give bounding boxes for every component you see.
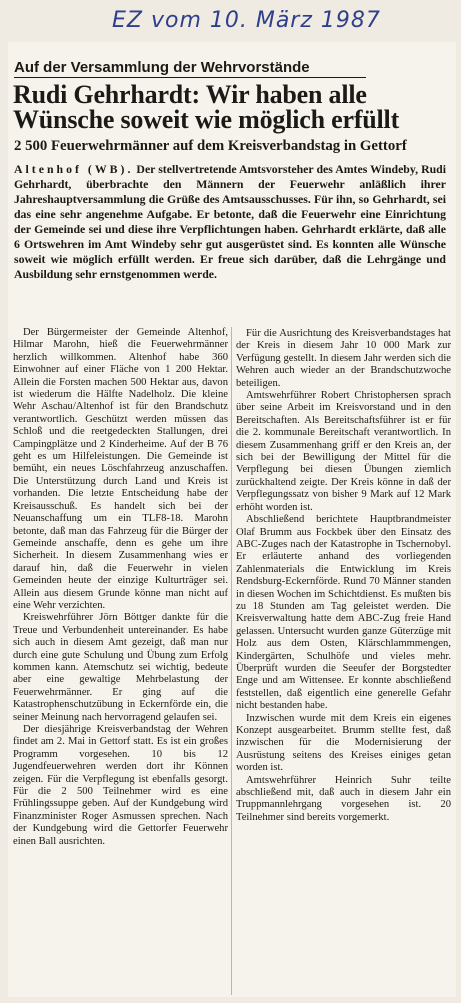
- article-lead: [14, 162, 446, 282]
- article-paragraph: Abschließend berichtete Hauptbrandmeister Olaf Brumm aus Fockbek über den Einsatz des ABC-Zuges nach der Katastrophe in Tschernobyl. Er erläuterte anhand des vorliegenden Zahlenmaterials die Entwicklung im Kreis Rendsburg-Eckernförde. Rund 70 Männer standen in diesen Wochen im Schichtdienst. Es mußten bis zu 18 Stunden am Tag geleistet werden. Die Kreisverwaltung hatte dem ABC-Zug freie Hand gelassen. Untersucht wurden ganze Güterzüge mit Holz aus dem Osten, Klärschlammmengen, Kindergärten, Schulhöfe und vieles mehr. Überprüft wurden die Seeufer der Borgstedter Enge und am Wittensee. Er konnte abschließend feststellen, daß eigentlich eine generelle Gefahr nicht bestanden habe.: [236, 514, 451, 712]
- article-paragraph: Für die Ausrichtung des Kreisverbandstages hat der Kreis in diesem Jahr 10 000 Mark zur Verfügung gestellt. In diesem Jahr werden sich die Wehren auch wieder an der Brandschutzwoche beteiligen.: [236, 328, 451, 389]
- article-lead-text: Der stellvertretende Amtsvorsteher des Amtes Windeby, Rudi Gehrhardt, überbrachte den Männern der Feuerwehr anläßlich ihrer Jahreshauptversammlung die Grüße des Amtsausschusses. Für ihn, so Gehrhardt, sei das eine sehr angenehme Aufgabe. Er betonte, daß die Feuerwehr eine Einrichtung der Gemeinde sei und diese ihre Verpflichtungen haben. Gehrhardt erklärte, daß alle 6 Ortswehren im Amt Windeby sehr gut ausgerüstet sind. Es konnten alle Wünsche soweit wie möglich erfüllt werden. Er freue sich darüber, daß die Lehrgänge und Ausbildung sehr ernstgenommen werde.: [14, 162, 446, 281]
- article-paragraph: Der diesjährige Kreisverbandstag der Wehren findet am 2. Mai in Gettorf statt. Es ist ein großes Programm vorgesehen. 10 bis 12 Jugendfeuerwehren werden dort ihr Können zeigen. Für die Verpflegung ist ebenfalls gesorgt. Für die 2 500 Teilnehmer wird es eine Frühlingssuppe geben. Auf der Kundgebung wird Finanzminister Roger Asmussen sprechen. Nach der Kundgebung wird die Gettorfer Feuerwehr einen Ball ausrichten.: [13, 724, 228, 847]
- handwritten-source-note: EZ vom 10. März 1987: [112, 8, 381, 33]
- article-paragraph: Inzwischen wurde mit dem Kreis ein eigenes Konzept ausgearbeitet. Brumm stellte fest, daß inzwischen für die Modernisierung der Ausrüstung seitens des Kreises einiges getan worden ist.: [236, 712, 451, 774]
- article-kicker: Auf der Versammlung der Wehrvorstände: [14, 59, 366, 78]
- column-divider: [231, 327, 232, 995]
- article-paragraph: Amtswehrführer Robert Christophersen sprach über seine Arbeit im Kreisvorstand und in den Bereitschaften. Als Bereitschaftsführer ist er für die 2. kommunale Bereitschaft verantwortlich. In diesem Zusammenhang griff er den Kreis an, der sich bei der Bewilligung der Mittel für die Verpflegung bei diesen Übungen ziemlich zurückhaltend zeigte. Der Kreis könne in daß der Verpflegungssatz von bisher 9 Mark auf 12 Mark erhöht worden ist.: [236, 390, 451, 513]
- article-column-right: [236, 328, 451, 824]
- article-subheadline: 2 500 Feuerwehrmänner auf dem Kreisverbandstag in Gettorf: [14, 138, 407, 154]
- article-headline: Rudi Gehrhardt: Wir haben alle Wünsche soweit wie möglich erfüllt: [13, 80, 400, 134]
- article-paragraph: Kreiswehrführer Jörn Böttger dankte für die Treue und Verbundenheit untereinander. Es habe sich auch in diesem Amt gezeigt, daß man nur durch eine gute Schulung und Übung zum Erfolg kommen kann. Atemschutz sei wichtig, bedeute aber eine gewaltige Mehrbelastung der Feuerwehrmänner. Er ging auf die Katastrophenschutzübung in Eckernförde ein, die seiner Meinung nach hervorragend gelaufen sei.: [13, 612, 228, 723]
- article-paragraph: Der Bürgermeister der Gemeinde Altenhof, Hilmar Marohn, hieß die Feuerwehrmänner herzlich willkommen. Altenhof habe 360 Einwohner auf einer Fläche von 1 200 Hektar. Allein die Forsten machen 500 Hektar aus, davon ist wiederum die Hälfte Nadelholz. Die kleine Wehr Aschau/Altenhof ist für den Brandschutz verantwortlich. Geschützt werden müssen das Schloß und die reetgedeckten Stallungen, drei Campingplätze und 2 Kinderheime. Auf der B 76 geht es um Hilfeleistungen. Die Gemeinde ist bemüht, ein neues Löschfahrzeug anzuschaffen. Die Unterstützung durch Land und Kreis ist vorhanden. Die letzte Entscheidung habe der Kreisausschuß. Es handelt sich bei der Neuanschaffung um ein TLF8-18. Marohn betonte, daß man das Fahrzeug für die Bürger der Gemeinde anschaffe, denn es gehe um ihre Sicherheit. In diesem Zusammenhang wies er darauf hin, daß die Feuerwehr in vielen Gemeinden heute der einzige Kulturträger sei. Allein aus diesem Grunde könne man nicht auf eine Wehr verzichten.: [13, 327, 228, 611]
- article-paragraph: Amtswehrführer Heinrich Suhr teilte abschließend mit, daß auch in diesem Jahr ein Truppmannlehrgang vorgesehen ist. 20 Teilnehmer sind bereits vorgemerkt.: [236, 774, 451, 823]
- article-dateline: Altenhof (WB).: [14, 162, 134, 176]
- article-column-left: [13, 327, 228, 848]
